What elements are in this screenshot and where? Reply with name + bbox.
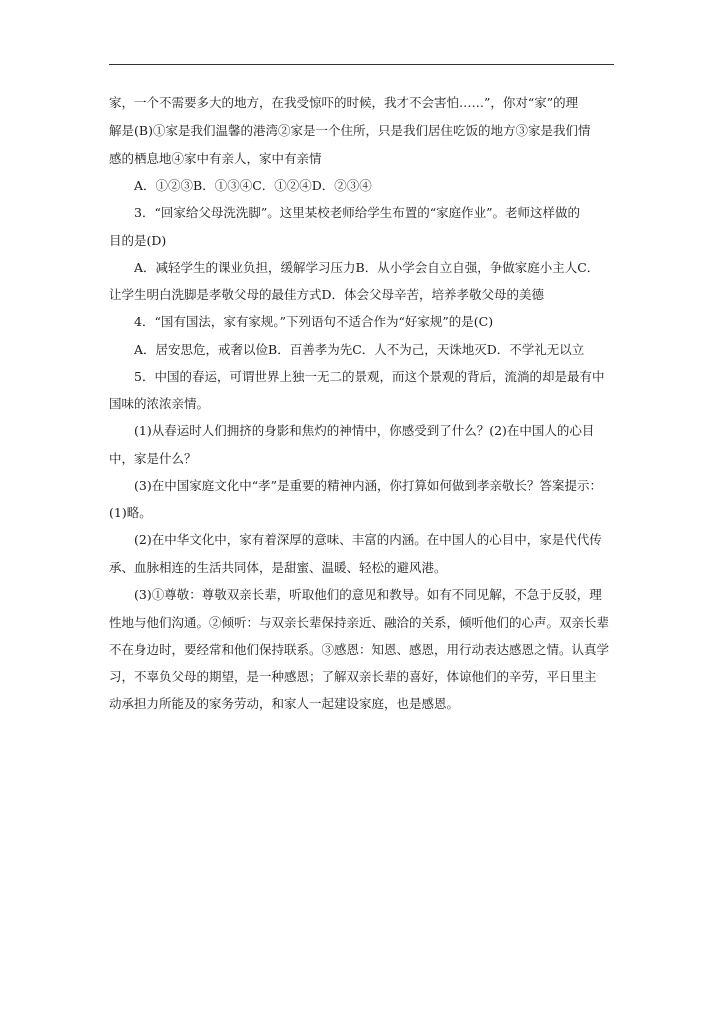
text-line: 家，一个不需要多大的地方，在我受惊吓的时候，我才不会害怕……”，你对“家”的理 <box>109 95 579 110</box>
question-line: 4．“国有国法，家有家规。”下列语句不适合作为“好家规”的是(C) <box>134 314 494 329</box>
option-line: A．减轻学生的课业负担，缓解学习压力B．从小学会自立自强，争做家庭小主人C． <box>134 260 600 275</box>
option-line: A．居安思危，戒奢以俭B．百善孝为先C．人不为己，天诛地灭D．不学礼无以立 <box>134 342 585 357</box>
answer-line: 性地与他们沟通。②倾听：与双亲长辈保持亲近、融洽的关系，倾听他们的心声。双亲长辈 <box>109 615 610 630</box>
option-line: 让学生明白洗脚是孝敬父母的最佳方式D．体会父母辛苦，培养孝敬父母的美德 <box>109 287 545 302</box>
answer-line: 动承担力所能及的家务劳动，和家人一起建设家庭，也是感恩。 <box>109 696 460 711</box>
answer-line: 习，不辜负父母的期望，是一种感恩；了解双亲长辈的喜好，体谅他们的辛劳，平日里主 <box>109 669 597 684</box>
text-line: 国味的浓浓亲情。 <box>109 396 210 411</box>
text-line: 感的栖息地④家中有亲人，家中有亲情 <box>109 151 322 166</box>
text-line: 解是(B)①家是我们温馨的港湾②家是一个住所，只是我们居住吃饭的地方③家是我们情 <box>109 123 591 138</box>
option-line: A．①②③B．①③④C．①②④D．②③④ <box>134 178 372 193</box>
answer-line: (3)①尊敬：尊敬双亲长辈，听取他们的意见和教导。如有不同见解，不急于反驳，理 <box>134 587 602 602</box>
answer-line: 承、血脉相连的生活共同体，是甜蜜、温暖、轻松的避风港。 <box>109 560 447 575</box>
question-line: 5．中国的春运，可谓世界上独一无二的景观，而这个景观的背后，流淌的却是最有中 <box>134 369 605 384</box>
answer-line: 不在身边时，要经常和他们保持联系。③感恩：知恩、感恩，用行动表达感恩之情。认真学 <box>109 642 610 657</box>
answer-line: (2)在中华文化中，家有着深厚的意味、丰富的内涵。在中国人的心目中，家是代代传 <box>134 532 602 547</box>
question-line: 3．“回家给父母洗洗脚”。这里某校老师给学生布置的“家庭作业”。老师这样做的 <box>134 205 581 220</box>
sub-question-line: (3)在中国家庭文化中“孝”是重要的精神内涵，你打算如何做到孝亲敬长？答案提示： <box>134 478 602 493</box>
text-line: 中，家是什么？ <box>109 451 197 466</box>
header-rule <box>109 64 614 65</box>
sub-question-line: (1)从春运时人们拥挤的身影和焦灼的神情中，你感受到了什么？(2)在中国人的心目 <box>134 423 595 438</box>
text-line: 目的是(D) <box>109 233 167 248</box>
answer-line: (1)略。 <box>109 505 152 520</box>
